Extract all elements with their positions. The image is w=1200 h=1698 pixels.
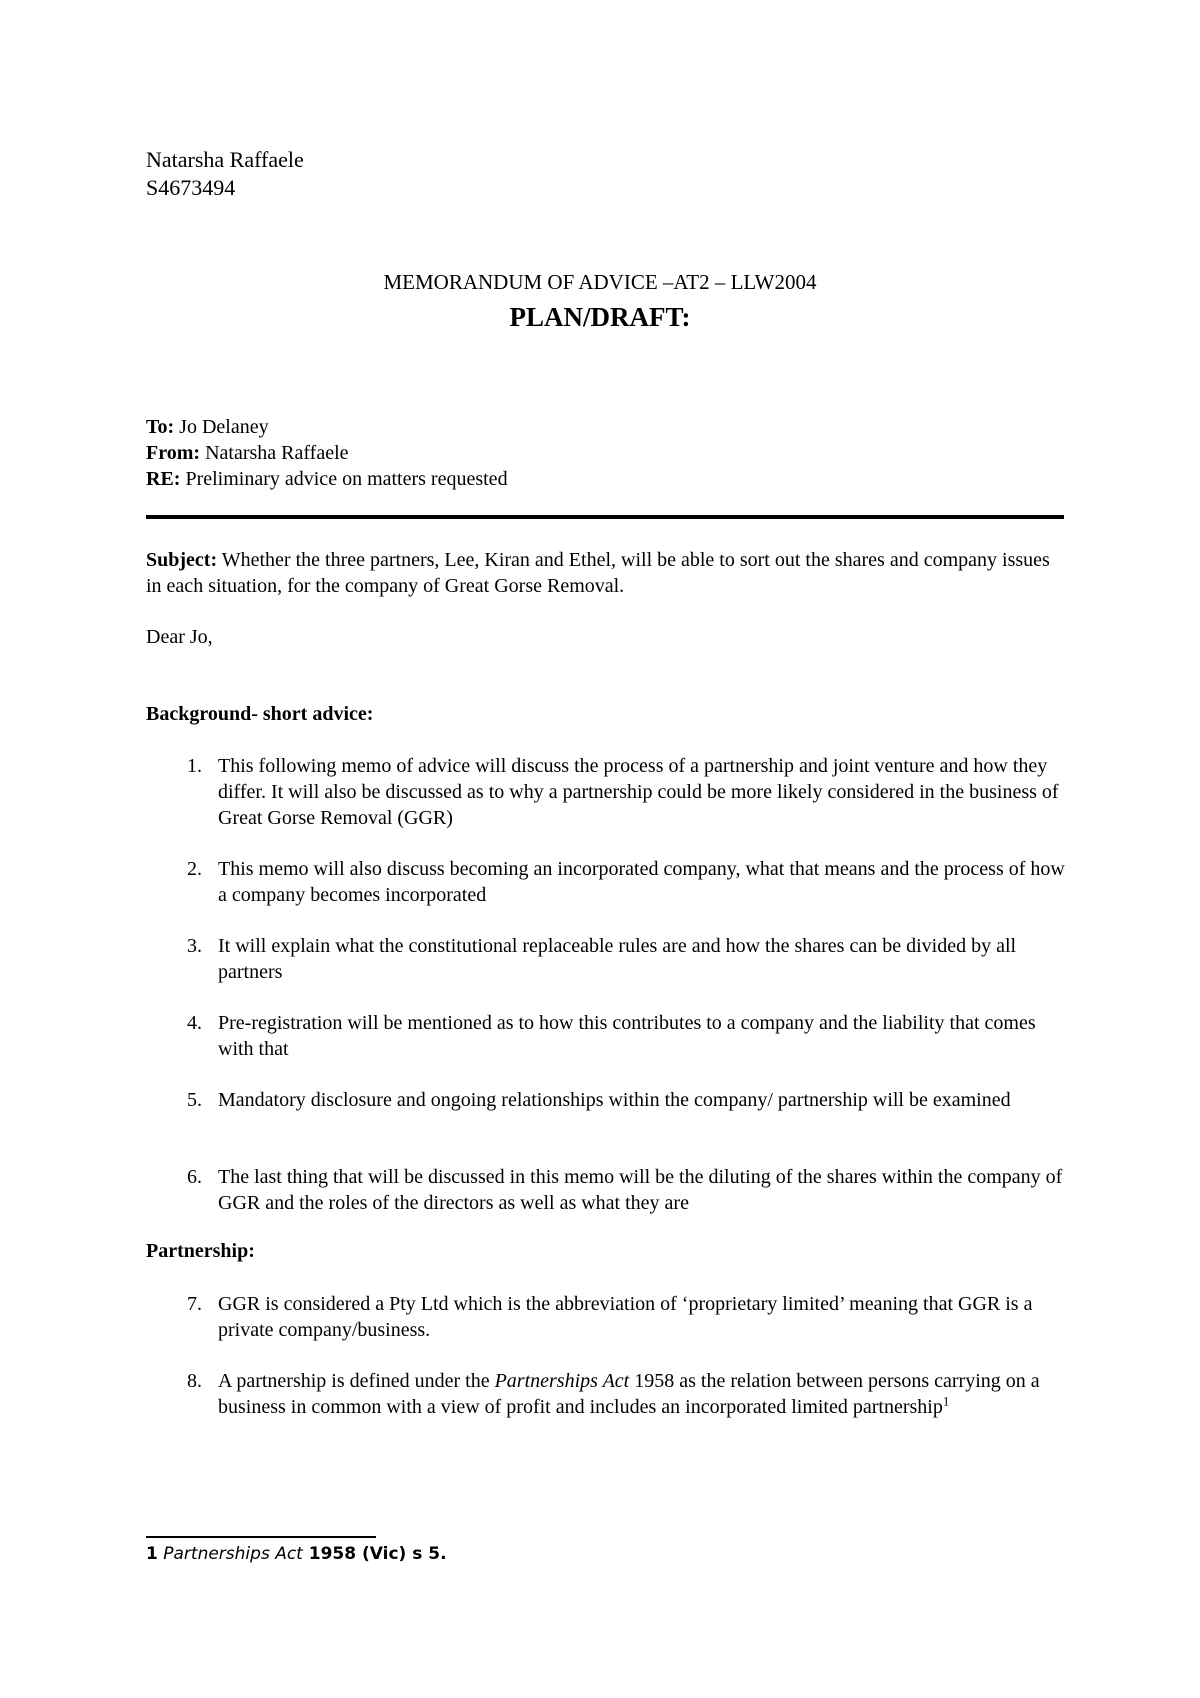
footnote-number: 1 — [146, 1544, 158, 1564]
footnote-citation: 1958 (Vic) s 5. — [302, 1544, 447, 1564]
subject-label: Subject: — [146, 549, 218, 571]
author-name: Natarsha Raffaele — [146, 147, 304, 172]
memo-title: MEMORANDUM OF ADVICE –AT2 – LLW2004 — [383, 270, 817, 294]
list-item: Pre-registration will be mentioned as to how this contributes to a company and the liability that comes with that — [218, 1012, 1036, 1060]
item8-text-after: 1958 as the relation between persons carrying on a business in common with a view of profit and includes an incorporated limited partnership — [218, 1370, 1040, 1418]
list-item: This memo will also discuss becoming an incorporated company, what that means and the process of how a company becomes incorporated — [218, 858, 1065, 906]
memo-subtitle: PLAN/DRAFT: — [509, 302, 691, 332]
to-value: Jo Delaney — [174, 416, 269, 438]
salutation: Dear Jo, — [146, 626, 213, 648]
list-item — [218, 1368, 1068, 1420]
from-line — [146, 442, 349, 465]
list-item-number: 3. — [187, 935, 202, 957]
list-item-number: 4. — [187, 1012, 202, 1034]
subject-paragraph — [146, 547, 1066, 599]
header-divider — [146, 515, 1064, 519]
list-item-number: 1. — [187, 755, 202, 777]
list-item-number: 5. — [187, 1089, 202, 1111]
partnership-heading: Partnership: — [146, 1240, 255, 1262]
footnote — [146, 1544, 447, 1564]
re-line — [146, 468, 508, 491]
list-item: It will explain what the constitutional replaceable rules are and how the shares can be divided by all partners — [218, 935, 1017, 983]
from-label: From: — [146, 442, 201, 464]
footnote-reference[interactable]: 1 — [942, 1393, 950, 1409]
list-item-number: 6. — [187, 1166, 202, 1188]
list-item-number: 8. — [187, 1370, 202, 1392]
item8-text-before: A partnership is defined under the — [218, 1370, 495, 1392]
footnote-divider — [146, 1536, 376, 1538]
list-item: The last thing that will be discussed in this memo will be the diluting of the shares within the company of GGR and the roles of the directors as well as what they are — [218, 1166, 1063, 1214]
list-item-number: 2. — [187, 858, 202, 880]
student-id: S4673494 — [146, 175, 236, 200]
background-heading: Background- short advice: — [146, 703, 374, 725]
list-item: Mandatory disclosure and ongoing relationships within the company/ partnership will be examined — [218, 1089, 1011, 1111]
footnote-act-name: Partnerships Act — [163, 1544, 303, 1564]
to-label: To: — [146, 416, 175, 438]
from-value: Natarsha Raffaele — [200, 442, 349, 464]
subject-text: Whether the three partners, Lee, Kiran and Ethel, will be able to sort out the shares and company issues in each situation, for the company of Great Gorse Removal. — [146, 549, 1050, 597]
re-label: RE: — [146, 468, 181, 490]
list-item: This following memo of advice will discuss the process of a partnership and joint venture and how they differ. It will also be discussed as to why a partnership could be more likely considered in the business of Great Gorse Removal (GGR) — [218, 755, 1059, 829]
act-name: Partnerships Act — [494, 1370, 630, 1392]
list-item-number: 7. — [187, 1293, 202, 1315]
re-value: Preliminary advice on matters requested — [180, 468, 508, 490]
list-item: GGR is considered a Pty Ltd which is the abbreviation of ‘proprietary limited’ meaning that GGR is a private company/business. — [218, 1293, 1033, 1341]
to-line — [146, 416, 269, 439]
